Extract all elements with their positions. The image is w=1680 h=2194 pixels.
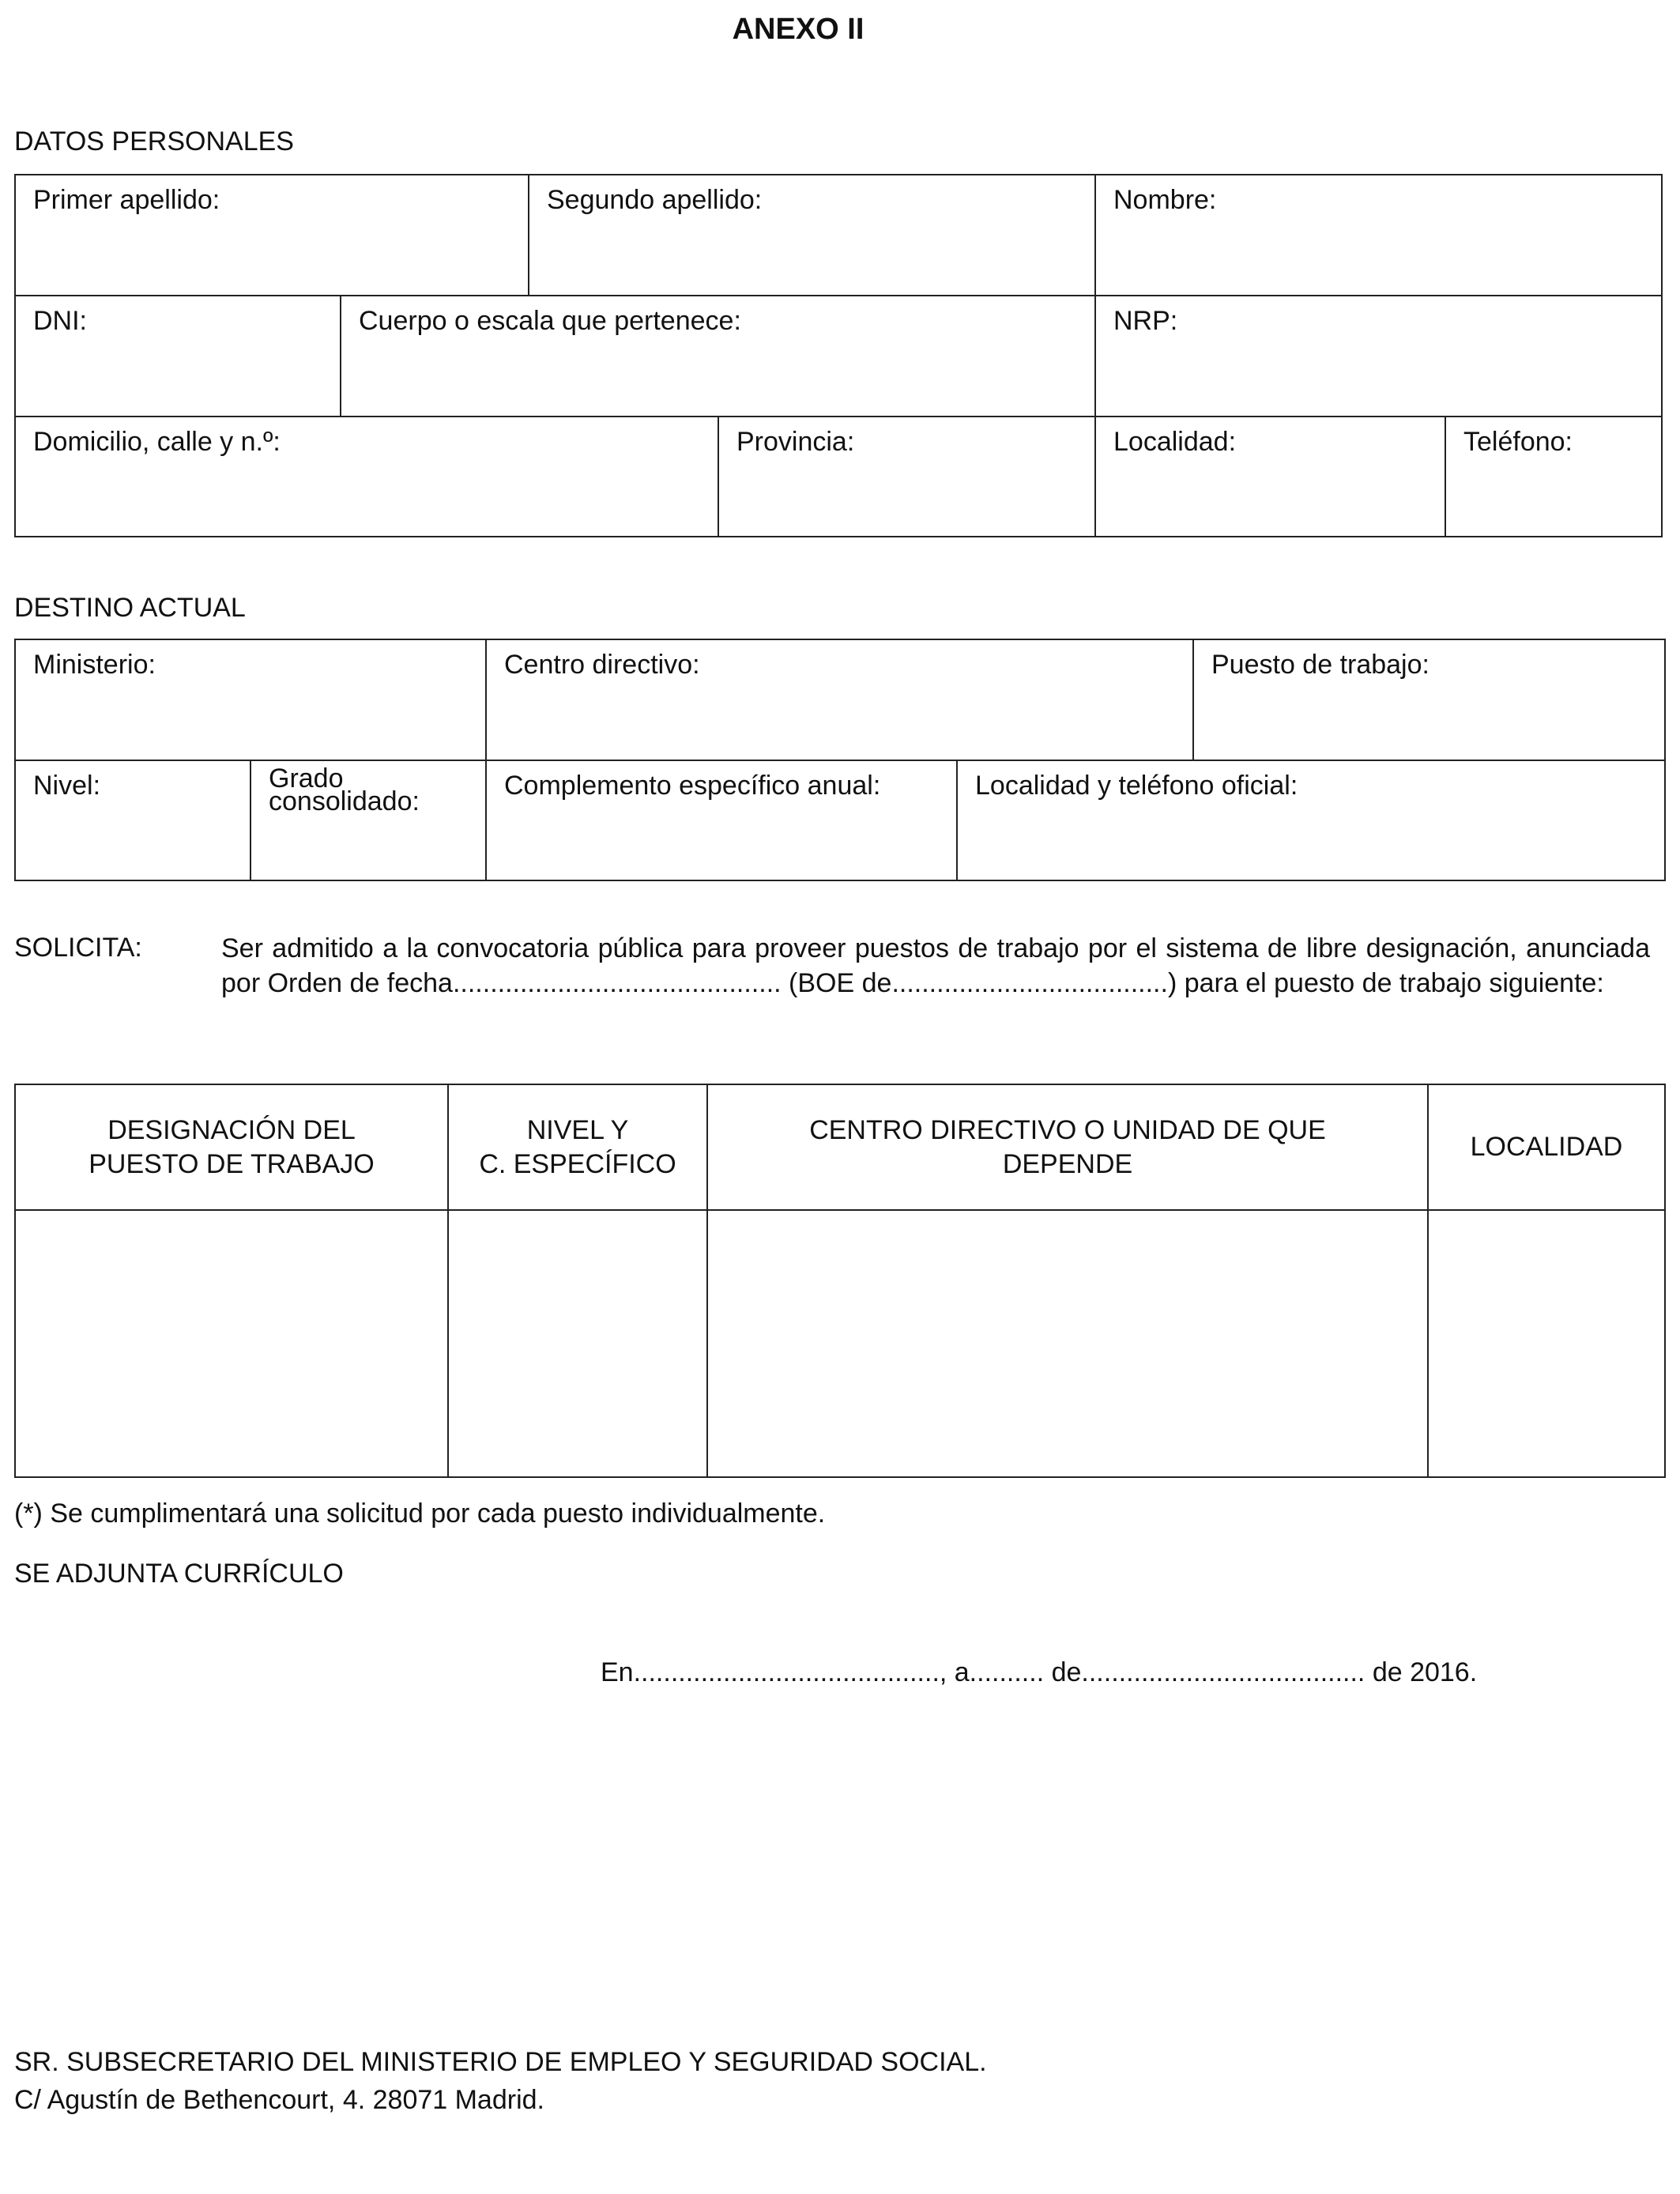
- cuerpo-cell[interactable]: [340, 295, 1096, 417]
- primer-apellido-cell[interactable]: [14, 174, 529, 296]
- nivel-especifico-header-2: C. ESPECÍFICO: [479, 1148, 676, 1179]
- dni-cell[interactable]: [14, 295, 341, 417]
- cuerpo-text: Cuerpo o escala que pertenece:: [359, 306, 741, 336]
- grado-text-1: Grado: [269, 763, 344, 794]
- localidad-text: Localidad:: [1113, 427, 1237, 457]
- centro-directivo-header-2: DEPENDE: [1002, 1148, 1133, 1179]
- centro-directivo-header-1: CENTRO DIRECTIVO O UNIDAD DE QUE: [809, 1115, 1326, 1145]
- localidad-cell[interactable]: [1094, 416, 1446, 537]
- complemento-cell[interactable]: [485, 760, 958, 881]
- grado-consolidado-cell[interactable]: [250, 760, 487, 881]
- telefono-cell[interactable]: [1445, 416, 1663, 537]
- centro-directivo-cell[interactable]: [485, 639, 1194, 761]
- designacion-input-cell[interactable]: [14, 1209, 449, 1478]
- nombre-text: Nombre:: [1113, 185, 1217, 215]
- destino-actual-heading: DESTINO ACTUAL: [14, 593, 246, 623]
- solicita-label: SOLICITA:: [14, 933, 142, 963]
- domicilio-cell[interactable]: [14, 416, 719, 537]
- centro-directivo-text: Centro directivo:: [504, 650, 700, 680]
- destinatario-line-2: C/ Agustín de Bethencourt, 4. 28071 Madrid.: [14, 2085, 544, 2115]
- nivel-especifico-header-1: NIVEL Y: [526, 1115, 629, 1145]
- domicilio-text: Domicilio, calle y n.º:: [33, 427, 281, 457]
- nivel-especifico-input-cell[interactable]: [447, 1209, 708, 1478]
- localidad-header-text: LOCALIDAD: [1470, 1132, 1623, 1163]
- nombre-cell[interactable]: [1094, 174, 1663, 296]
- provincia-text: Provincia:: [736, 427, 855, 457]
- segundo-apellido-text: Segundo apellido:: [547, 185, 763, 215]
- datos-personales-heading: DATOS PERSONALES: [14, 126, 294, 156]
- segundo-apellido-cell[interactable]: [528, 174, 1096, 296]
- solicita-text: Ser admitido a la convocatoria pública para proveer puestos de trabajo por el sistema de libre designación, anunciada por Orden de fecha............................................ (BOE de.....................................) para el puesto de trabajo siguiente:: [221, 933, 1650, 999]
- destinatario-line-1: SR. SUBSECRETARIO DEL MINISTERIO DE EMPLEO Y SEGURIDAD SOCIAL.: [14, 2047, 987, 2077]
- ministerio-cell[interactable]: [14, 639, 487, 761]
- nota-text: (*) Se cumplimentará una solicitud por cada puesto individualmente.: [14, 1498, 826, 1529]
- designacion-header-1: DESIGNACIÓN DEL: [107, 1115, 356, 1145]
- puesto-trabajo-text: Puesto de trabajo:: [1211, 650, 1430, 680]
- nivel-text: Nivel:: [33, 771, 101, 801]
- telefono-text: Teléfono:: [1463, 427, 1573, 457]
- localidad-input-cell[interactable]: [1427, 1209, 1666, 1478]
- lugar-fecha-line: En........................................., a.......... de...................................... de 2016.: [601, 1657, 1478, 1687]
- complemento-text: Complemento específico anual:: [504, 771, 881, 801]
- grado-text-2: consolidado:: [269, 786, 420, 816]
- dni-text: DNI:: [33, 306, 87, 336]
- page-title: ANEXO II: [732, 13, 864, 46]
- primer-apellido-text: Primer apellido:: [33, 185, 220, 215]
- localidad-telefono-text: Localidad y teléfono oficial:: [975, 771, 1298, 801]
- localidad-telefono-cell[interactable]: [956, 760, 1666, 881]
- ministerio-text: Ministerio:: [33, 650, 156, 680]
- nivel-cell[interactable]: [14, 760, 251, 881]
- nrp-cell[interactable]: [1094, 295, 1663, 417]
- localidad-header: [1427, 1084, 1666, 1211]
- centro-directivo-input-cell[interactable]: [706, 1209, 1429, 1478]
- adjunta-curriculo: SE ADJUNTA CURRÍCULO: [14, 1559, 344, 1589]
- nivel-especifico-header: [447, 1084, 708, 1211]
- centro-directivo-header: [706, 1084, 1429, 1211]
- puesto-trabajo-cell[interactable]: [1192, 639, 1666, 761]
- designacion-header: [14, 1084, 449, 1211]
- designacion-header-2: PUESTO DE TRABAJO: [89, 1148, 375, 1179]
- provincia-cell[interactable]: [718, 416, 1096, 537]
- nrp-text: NRP:: [1113, 306, 1178, 336]
